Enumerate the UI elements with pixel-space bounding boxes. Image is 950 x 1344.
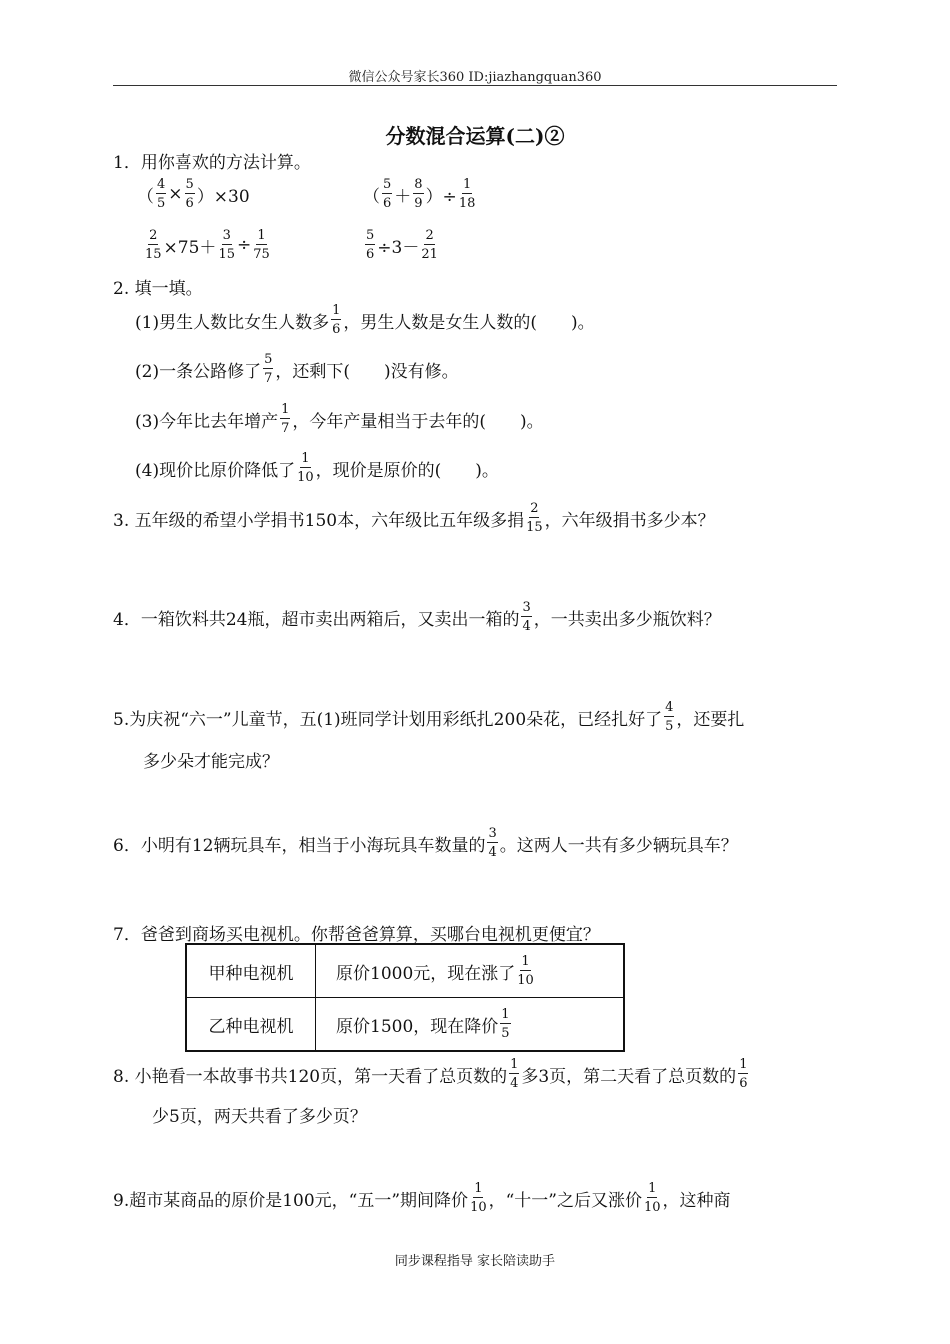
question-8: 8. 小艳看一本故事书共120页，第一天看了总页数的 $\frac{1}{4}$ 多3页，第二天看了总页数的 $\frac{1}{6}$ <box>113 1057 748 1091</box>
page-title: 分数混合运算(二)② <box>385 124 565 148</box>
fraction: $\frac{1}{75}$ <box>253 228 270 262</box>
fraction: $\frac{3}{15}$ <box>218 228 235 262</box>
fraction: $\frac{5}{6}$ <box>366 228 375 262</box>
fill-item-2: (2)一条公路修了 $\frac{5}{7}$ ，还剩下( )没有修。 <box>135 352 459 386</box>
fraction: $\frac{2}{15}$ <box>526 501 543 535</box>
fraction: $\frac{1}{10}$ <box>470 1181 487 1215</box>
fraction: $\frac{5}{6}$ <box>185 177 194 211</box>
fraction: $\frac{2}{21}$ <box>421 228 438 262</box>
fraction: $\frac{1}{6}$ <box>739 1057 748 1091</box>
question-9: 9.超市某商品的原价是100元，“五一”期间降价 $\frac{1}{10}$ ，“十一”之后又涨价 $\frac{1}{10}$ ，这种商 <box>113 1181 731 1215</box>
fraction: $\frac{1}{10}$ <box>517 954 534 988</box>
question-2-label: 2. 填一填。 <box>113 279 203 299</box>
page-footer: 同步课程指导 家长陪读助手 <box>394 1254 556 1269</box>
table-row <box>186 998 624 1052</box>
question-5: 5.为庆祝“六一”儿童节，五(1)班同学计划用彩纸扎200朵花，已经扎好了 $\frac{4}{5}$ ，还要扎 <box>113 700 745 734</box>
expression-4: $\frac{5}{6}$ ÷3－ $\frac{2}{21}$ <box>366 228 438 262</box>
question-5-continued: 多少朵才能完成？ <box>143 752 279 772</box>
fraction: $\frac{4}{5}$ <box>665 700 674 734</box>
fill-item-3: (3)今年比去年增产 $\frac{1}{7}$ ，今年产量相当于去年的( )。 <box>135 402 544 436</box>
question-6: 6．小明有12辆玩具车，相当于小海玩具车数量的 $\frac{3}{4}$ 。这两人一共有多少辆玩具车？ <box>113 826 738 860</box>
fraction: $\frac{3}{4}$ <box>488 826 497 860</box>
tv-price-table <box>185 943 625 1052</box>
tv-name: 甲种电视机 <box>186 944 316 998</box>
expression-3: $\frac{2}{15}$ ×75＋ $\frac{3}{15}$ ÷ $\frac{1}{75}$ <box>145 228 270 262</box>
fraction: $\frac{3}{4}$ <box>522 600 531 634</box>
table-row <box>186 944 624 998</box>
page-header: 微信公众号家长360 ID:jiazhangquan360 <box>348 70 602 85</box>
tv-name: 乙种电视机 <box>186 998 316 1052</box>
tv-price: 原价1000元，现在涨了 $\frac{1}{10}$ <box>316 944 625 998</box>
question-3: 3. 五年级的希望小学捐书150本，六年级比五年级多捐 $\frac{2}{15}$ ，六年级捐书多少本？ <box>113 501 715 535</box>
question-4: 4．一箱饮料共24瓶，超市卖出两箱后，又卖出一箱的 $\frac{3}{4}$ ，一共卖出多少瓶饮料？ <box>113 600 721 634</box>
tv-price: 原价1500，现在降价 $\frac{1}{5}$ <box>316 998 625 1052</box>
fraction: $\frac{1}{6}$ <box>332 303 341 337</box>
expression-1: （ $\frac{4}{5}$ × $\frac{5}{6}$ ）×30 <box>137 177 250 211</box>
expression-2: （ $\frac{5}{6}$ ＋ $\frac{8}{9}$ ）÷ $\frac{1}{18}$ <box>363 177 476 211</box>
fraction: $\frac{8}{9}$ <box>414 177 423 211</box>
fill-item-4: (4)现价比原价降低了 $\frac{1}{10}$ ，现价是原价的( )。 <box>135 451 499 485</box>
question-7-label: 7．爸爸到商场买电视机。你帮爸爸算算，买哪台电视机更便宜？ <box>113 925 600 945</box>
fraction: $\frac{1}{4}$ <box>510 1057 519 1091</box>
fraction: $\frac{1}{10}$ <box>644 1181 661 1215</box>
fraction: $\frac{4}{5}$ <box>157 177 166 211</box>
fraction: $\frac{1}{7}$ <box>281 402 290 436</box>
fraction: $\frac{2}{15}$ <box>145 228 162 262</box>
fraction: $\frac{5}{7}$ <box>264 352 273 386</box>
question-1-label: 1．用你喜欢的方法计算。 <box>113 153 311 173</box>
fraction: $\frac{5}{6}$ <box>383 177 392 211</box>
question-8-continued: 少5页，两天共看了多少页？ <box>152 1107 367 1127</box>
fraction: $\frac{1}{18}$ <box>458 177 476 211</box>
fraction: $\frac{1}{10}$ <box>297 451 314 485</box>
header-divider <box>113 85 837 86</box>
fill-item-1: (1)男生人数比女生人数多 $\frac{1}{6}$ ，男生人数是女生人数的( )。 <box>135 303 595 337</box>
fraction: $\frac{1}{5}$ <box>501 1007 510 1041</box>
